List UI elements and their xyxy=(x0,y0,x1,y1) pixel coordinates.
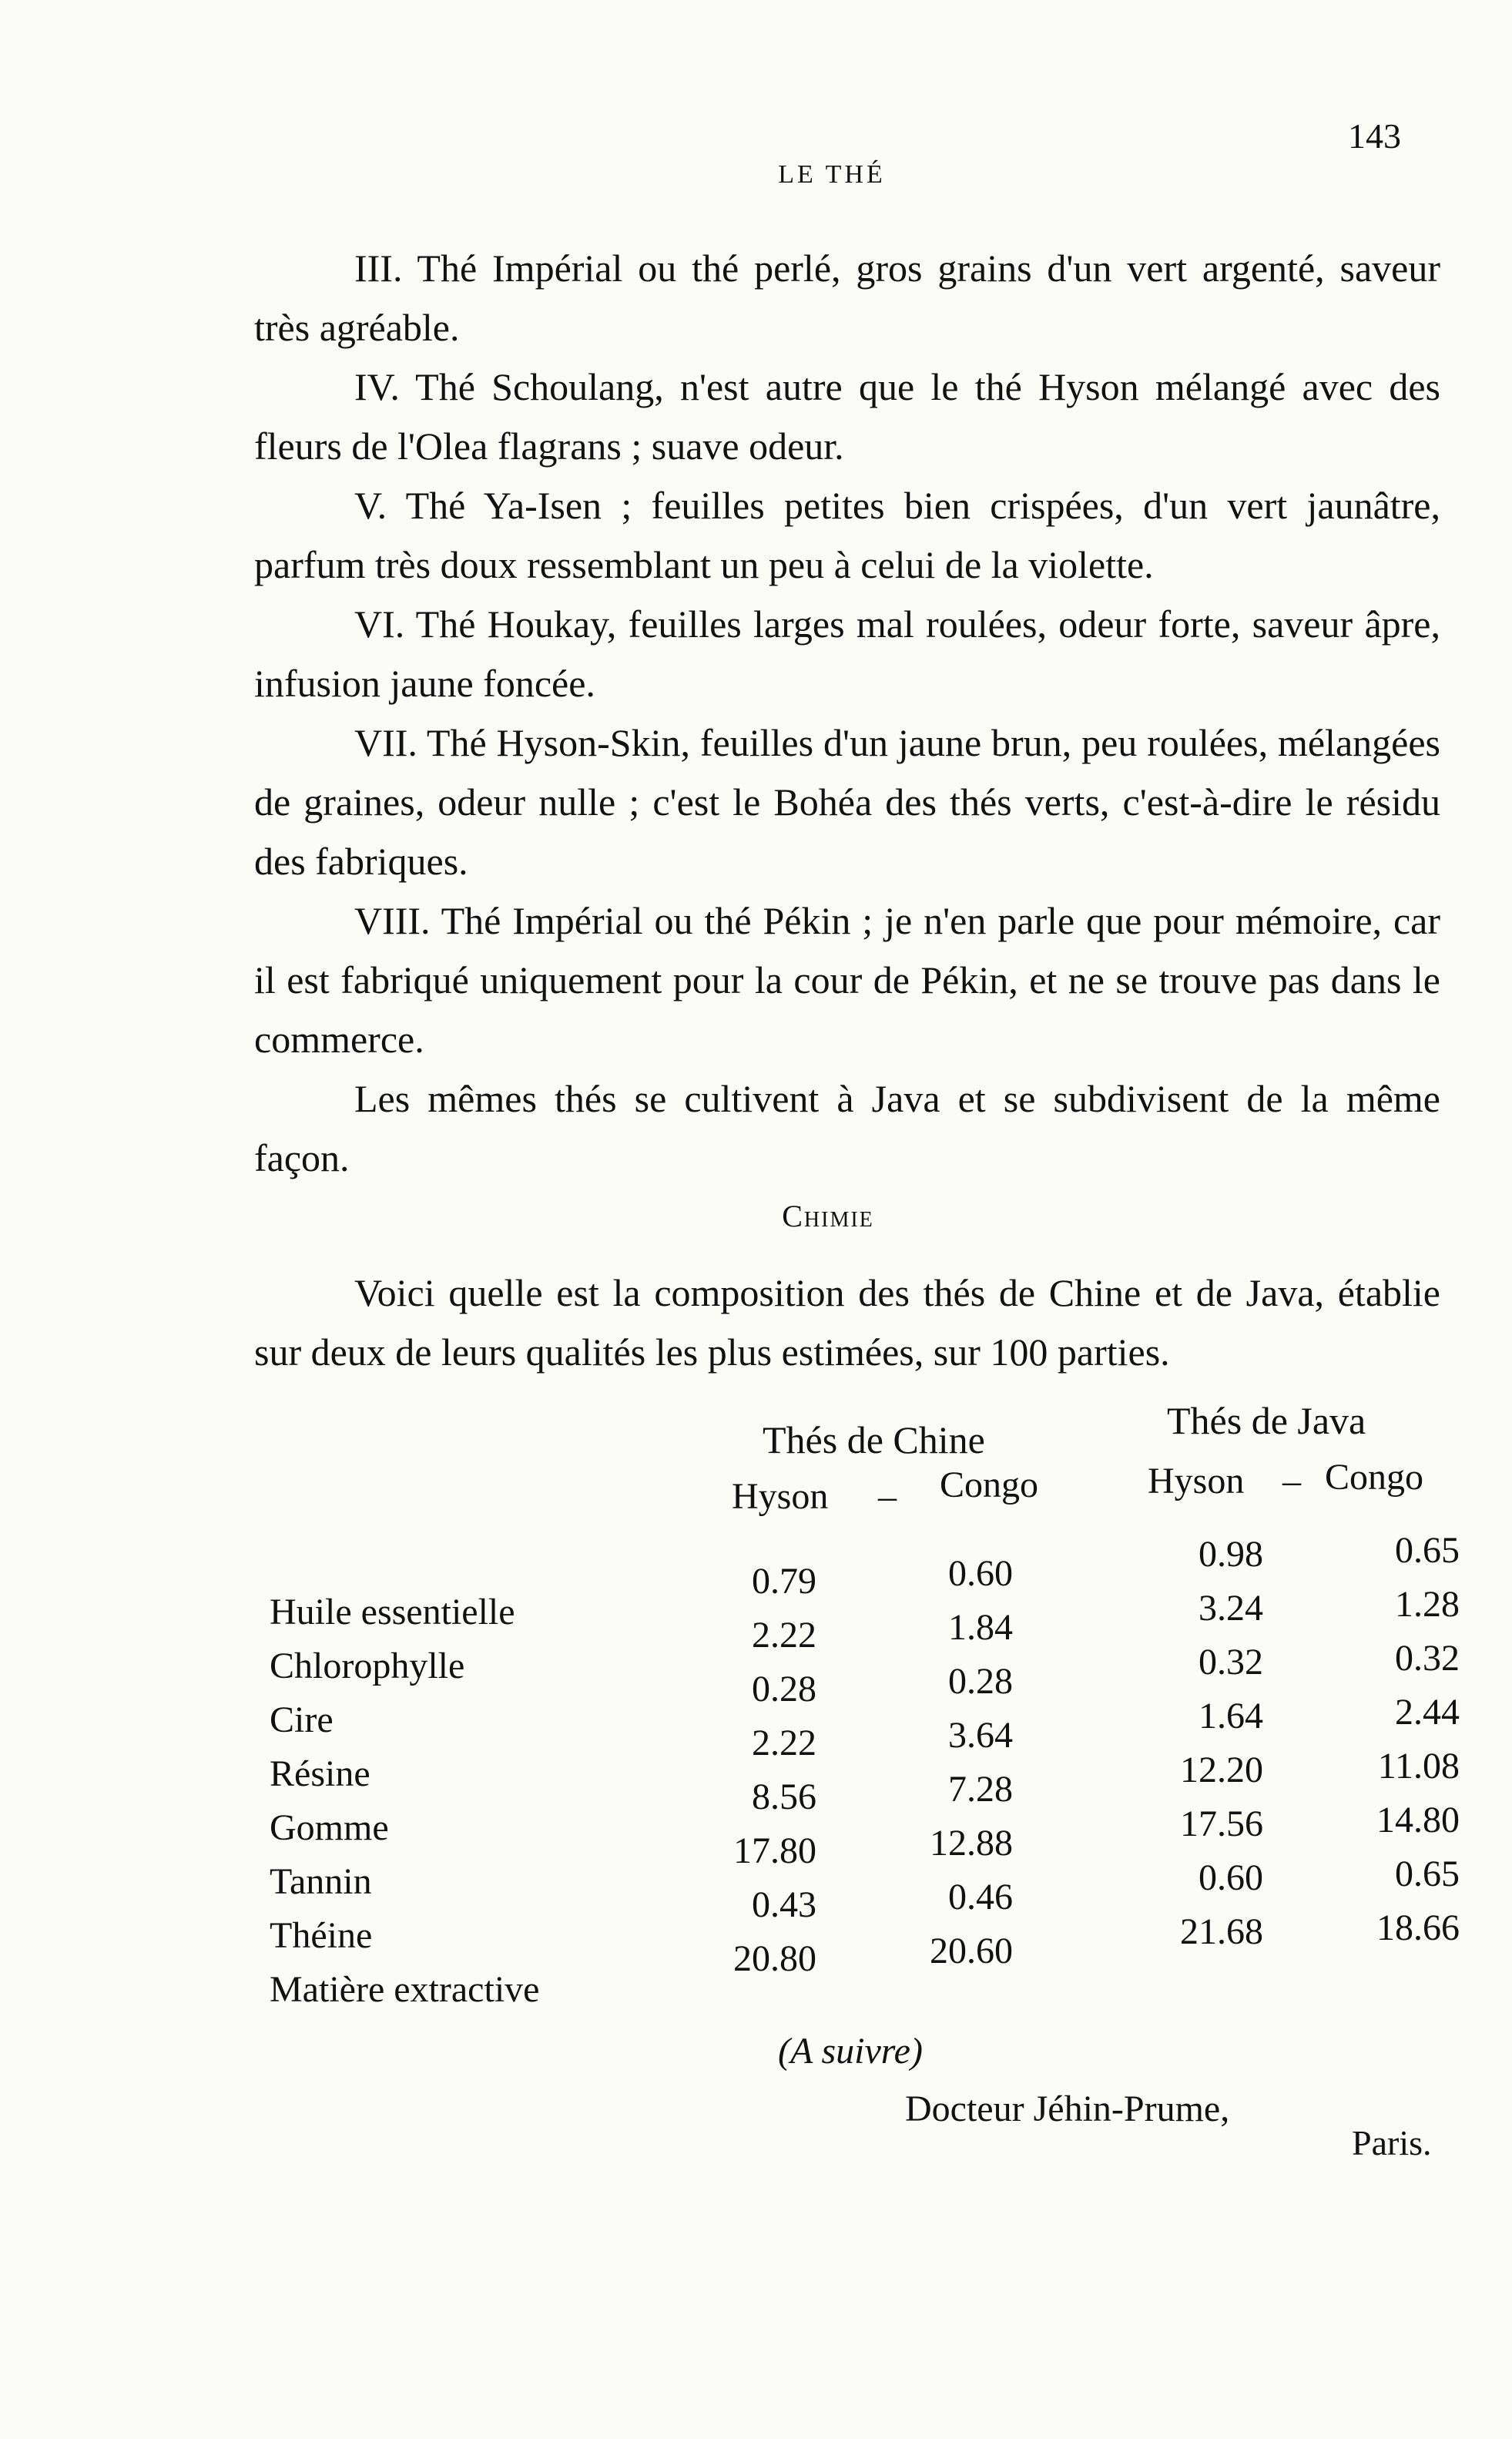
cell-chine-congo: 7.28 xyxy=(948,1769,1013,1810)
place-name: Paris. xyxy=(1352,2123,1432,2162)
cell-chine-hyson: 17.80 xyxy=(733,1830,816,1871)
intro-paragraph: Voici quelle est la composition des thés de Chine et de Java, établie sur deux de leurs qualités les plus estimées, sur 100 parties. xyxy=(254,1271,1440,1374)
row-label: Théine xyxy=(270,1915,373,1956)
cell-chine-congo: 0.60 xyxy=(948,1553,1013,1594)
cell-java-hyson: 0.98 xyxy=(1199,1534,1263,1575)
cell-chine-hyson: 2.22 xyxy=(752,1615,816,1656)
row-label: Chlorophylle xyxy=(270,1646,465,1686)
cell-chine-congo: 0.46 xyxy=(948,1877,1013,1917)
paragraph: III. Thé Impérial ou thé perlé, gros grains d'un vert argenté, saveur très agréable. xyxy=(254,247,1440,349)
cell-java-congo: 0.65 xyxy=(1395,1530,1460,1571)
body-text xyxy=(254,239,1440,1188)
cell-chine-hyson: 0.79 xyxy=(752,1561,816,1602)
cell-java-congo: 18.66 xyxy=(1376,1907,1460,1948)
paragraph: V. Thé Ya-Isen ; feuilles petites bien crispées, d'un vert jaunâtre, parfum très doux ressemblant un peu à celui de la violette. xyxy=(254,484,1440,586)
cell-java-hyson: 12.20 xyxy=(1180,1750,1263,1790)
cell-java-congo: 2.44 xyxy=(1395,1692,1460,1733)
row-label: Gomme xyxy=(270,1807,389,1848)
cell-java-congo: 14.80 xyxy=(1376,1800,1460,1840)
paragraph: VI. Thé Houkay, feuilles larges mal roulées, odeur forte, saveur âpre, infusion jaune foncée. xyxy=(254,602,1440,705)
row-label: Cire xyxy=(270,1699,334,1740)
col-header-java-hyson: Hyson xyxy=(1148,1461,1245,1501)
page-number: 143 xyxy=(1348,116,1401,156)
intro-text xyxy=(254,1263,1440,1382)
col-sep: – xyxy=(878,1476,897,1517)
col-header-chine-congo: Congo xyxy=(940,1464,1039,1505)
paragraph: Les mêmes thés se cultivent à Java et se subdivisent de la même façon. xyxy=(254,1077,1440,1179)
row-label: Tannin xyxy=(270,1861,372,1902)
cell-chine-congo: 12.88 xyxy=(930,1823,1013,1864)
cell-java-hyson: 1.64 xyxy=(1199,1696,1263,1736)
cell-chine-hyson: 0.28 xyxy=(752,1669,816,1709)
col-sep: – xyxy=(1282,1461,1301,1501)
cell-java-congo: 0.32 xyxy=(1395,1638,1460,1679)
group-header-java: Thés de Java xyxy=(1167,1399,1366,1442)
cell-chine-congo: 1.84 xyxy=(948,1607,1013,1648)
cell-java-congo: 0.65 xyxy=(1395,1854,1460,1894)
running-title: LE THÉ xyxy=(778,160,886,189)
composition-table xyxy=(262,1399,1463,2049)
paragraph: VIII. Thé Impérial ou thé Pékin ; je n'en parle que pour mémoire, car il est fabriqué uniquement pour la cour de Pékin, et ne se trouve pas dans le commerce. xyxy=(254,899,1440,1061)
cell-java-hyson: 21.68 xyxy=(1180,1911,1263,1952)
group-header-chine: Thés de Chine xyxy=(763,1418,985,1461)
section-title: Chimie xyxy=(782,1199,874,1233)
cell-chine-hyson: 2.22 xyxy=(752,1723,816,1763)
cell-java-hyson: 3.24 xyxy=(1199,1588,1263,1629)
cell-chine-congo: 3.64 xyxy=(948,1715,1013,1756)
cell-chine-hyson: 8.56 xyxy=(752,1776,816,1817)
cell-java-hyson: 0.32 xyxy=(1199,1642,1263,1682)
cell-java-hyson: 0.60 xyxy=(1199,1857,1263,1898)
cell-chine-congo: 20.60 xyxy=(930,1931,1013,1971)
cell-chine-hyson: 20.80 xyxy=(733,1938,816,1979)
author-signature: Docteur Jéhin-Prume, xyxy=(905,2088,1230,2129)
cell-java-hyson: 17.56 xyxy=(1180,1803,1263,1844)
paragraph: VII. Thé Hyson-Skin, feuilles d'un jaune brun, peu roulées, mélangées de graines, odeur nulle ; c'est le Bohéa des thés verts, c'est-à-dire le résidu des fabriques. xyxy=(254,721,1440,883)
row-label: Huile essentielle xyxy=(270,1592,515,1632)
cell-chine-hyson: 0.43 xyxy=(752,1884,816,1925)
col-header-chine-hyson: Hyson xyxy=(732,1476,829,1517)
cell-java-congo: 11.08 xyxy=(1377,1746,1460,1786)
row-label: Matière extractive xyxy=(270,1969,540,2010)
row-label: Résine xyxy=(270,1753,370,1794)
paragraph: IV. Thé Schoulang, n'est autre que le thé Hyson mélangé avec des fleurs de l'Olea flagrans ; suave odeur. xyxy=(254,365,1440,468)
cell-chine-congo: 0.28 xyxy=(948,1661,1013,1702)
col-header-java-congo: Congo xyxy=(1325,1457,1424,1498)
cell-java-congo: 1.28 xyxy=(1395,1584,1460,1625)
to-be-continued: (A suivre) xyxy=(778,2031,923,2072)
